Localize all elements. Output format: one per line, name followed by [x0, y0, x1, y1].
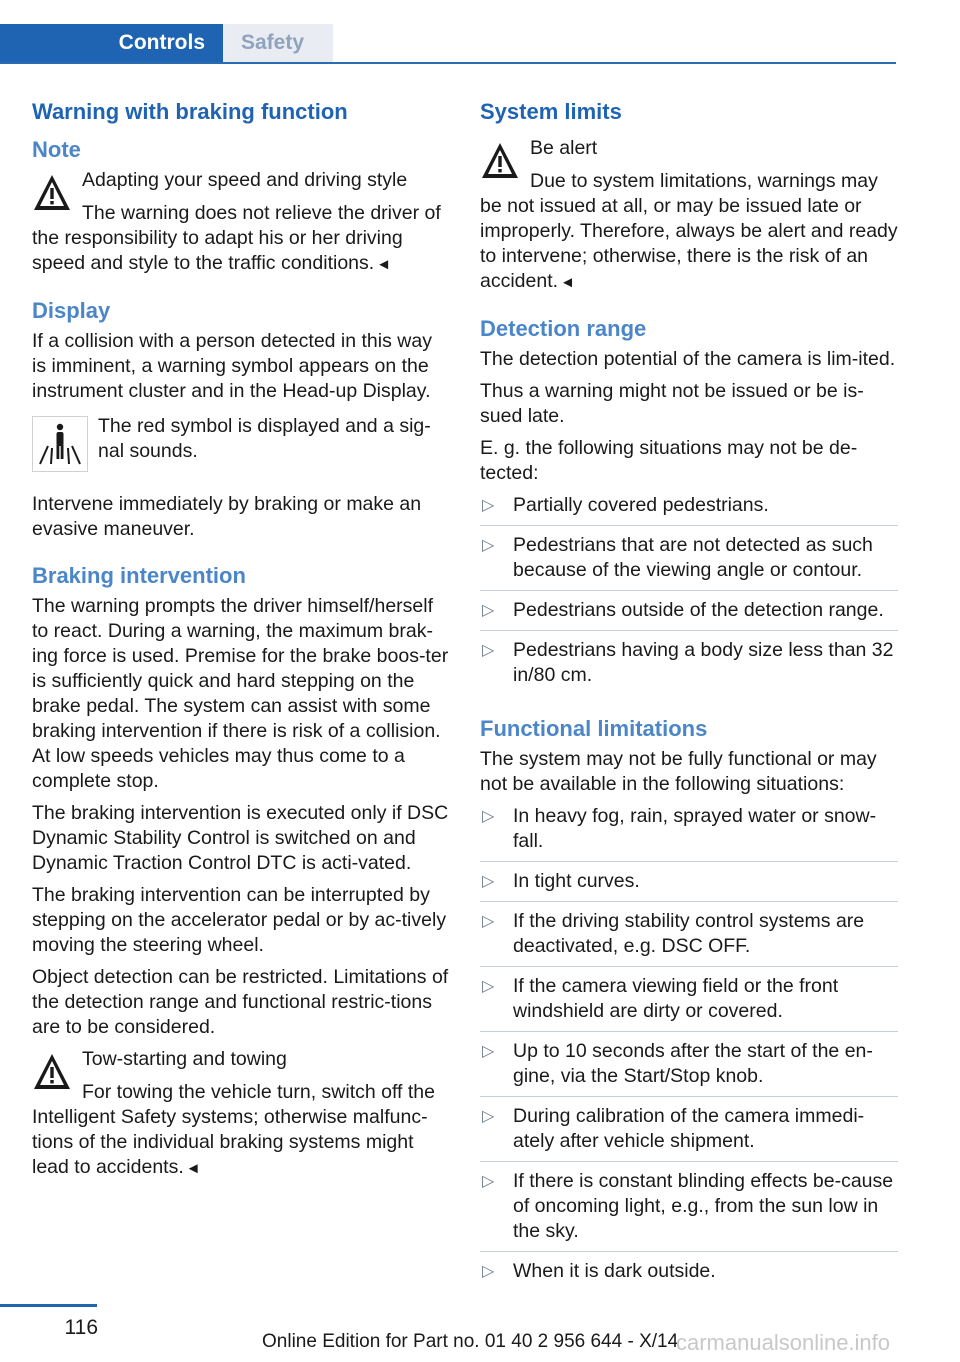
- detection-paragraph-2: Thus a warning might not be issued or be is-sued late.: [480, 380, 864, 427]
- detection-paragraph-3: E. g. the following situations may not be de-tected:: [480, 437, 858, 484]
- triangle-bullet-icon: ▷: [482, 1043, 495, 1060]
- functional-paragraph-1: The system may not be fully functional or may not be available in the following situations:: [480, 748, 877, 795]
- list-item: ▷ If the driving stability control systems are deactivated, e.g. DSC OFF.: [480, 909, 898, 967]
- edition-text: Online Edition for Part no. 01 40 2 956 644 - X/14: [262, 1331, 679, 1352]
- braking-paragraph-2: The braking intervention is executed only if DSC Dynamic Stability Control is switched on and Dynamic Traction Control DTC is acti-vated.: [32, 802, 449, 874]
- tow-warning-text: For towing the vehicle turn, switch off the Intelligent Safety systems; otherwise malfunc-tions of the individual braking systems might lead to accidents.: [32, 1081, 435, 1178]
- tow-warning-block: [32, 1047, 450, 1181]
- list-item: ▷ In tight curves.: [480, 869, 898, 902]
- triangle-bullet-icon: ▷: [482, 602, 495, 619]
- list-item: ▷ During calibration of the camera immedi-ately after vehicle shipment.: [480, 1104, 898, 1162]
- list-item: ▷ If there is constant blinding effects be-cause of oncoming light, e.g., from the sun low in the sky.: [480, 1169, 898, 1252]
- functional-list: [480, 804, 898, 1291]
- note-warning-text: The warning does not relieve the driver of the responsibility to adapt his or her driving speed and style to the traffic conditions.: [32, 202, 441, 274]
- alert-warning-block: [480, 136, 898, 295]
- section-title-system-limits: System limits: [480, 99, 622, 124]
- list-item: ▷ Up to 10 seconds after the start of the en-gine, via the Start/Stop knob.: [480, 1039, 898, 1097]
- end-mark-icon: ◄: [185, 1160, 201, 1177]
- warning-triangle-icon: [480, 140, 520, 182]
- braking-paragraph-3: The braking intervention can be interrupted by stepping on the accelerator pedal or by ac-tively moving the steering wheel.: [32, 884, 447, 956]
- detection-paragraph-1: The detection potential of the camera is lim-ited.: [480, 348, 896, 370]
- triangle-bullet-icon: ▷: [482, 537, 495, 554]
- braking-paragraph-4: Object detection can be restricted. Limitations of the detection range and functional restric-tions are to be considered.: [32, 966, 449, 1038]
- list-item: ▷ In heavy fog, rain, sprayed water or snow-fall.: [480, 804, 898, 862]
- tab-safety[interactable]: Safety: [223, 24, 333, 62]
- right-column: [480, 98, 898, 1298]
- triangle-bullet-icon: ▷: [482, 808, 495, 825]
- note-warning-title: Adapting your speed and driving style: [82, 169, 408, 191]
- triangle-bullet-icon: ▷: [482, 1173, 495, 1190]
- list-item: ▷ Pedestrians having a body size less than 32 in/80 cm.: [482, 639, 894, 686]
- triangle-bullet-icon: ▷: [482, 1263, 495, 1280]
- braking-paragraph-1: The warning prompts the driver himself/herself to react. During a warning, the maximum brak-ing force is used. Premise for the brake boos-ter is sufficiently quick and hard stepping on the brake pedal. The system can assist with some braking intervention if there is risk of a collision. At low speeds vehicles may thus come to a complete stop.: [32, 595, 449, 792]
- list-item: ▷ Partially covered pedestrians.: [480, 493, 898, 526]
- symbol-block: [32, 414, 450, 478]
- page-number: 116: [64, 1316, 98, 1339]
- left-column: [32, 98, 450, 1187]
- end-mark-icon: ◄: [560, 274, 575, 291]
- warning-triangle-icon: [32, 172, 72, 214]
- footer-accent-line: [0, 1304, 97, 1307]
- tow-warning-title: Tow-starting and towing: [82, 1048, 287, 1070]
- tab-controls[interactable]: Controls: [0, 24, 223, 62]
- triangle-bullet-icon: ▷: [482, 1108, 495, 1125]
- heading-display: Display: [32, 298, 111, 323]
- triangle-bullet-icon: ▷: [482, 978, 495, 995]
- heading-note: Note: [32, 137, 81, 162]
- watermark: carmanualsonline.info: [676, 1330, 891, 1355]
- heading-braking-intervention: Braking intervention: [32, 563, 246, 588]
- list-item: ▷ Pedestrians outside of the detection range.: [480, 598, 898, 631]
- display-text: If a collision with a person detected in this way is imminent, a warning symbol appears on the instrument cluster and in the Head-up Display.: [32, 330, 432, 402]
- alert-warning-title: Be alert: [530, 137, 598, 159]
- detection-list: [480, 493, 898, 695]
- heading-detection-range: Detection range: [480, 316, 647, 341]
- section-title-warning-braking: Warning with braking function: [32, 99, 348, 124]
- end-mark-icon: ◄: [376, 256, 392, 273]
- chapter-tab-bar: [0, 24, 896, 64]
- pedestrian-warning-icon: [32, 416, 88, 472]
- intervene-text: Intervene immediately by braking or make an evasive maneuver.: [32, 493, 422, 540]
- note-warning-block: [32, 168, 450, 277]
- symbol-text: The red symbol is displayed and a sig-nal sounds.: [98, 415, 431, 462]
- list-item: ▷ If the camera viewing field or the front windshield are dirty or covered.: [480, 974, 898, 1032]
- triangle-bullet-icon: ▷: [482, 913, 495, 930]
- triangle-bullet-icon: ▷: [482, 642, 495, 659]
- triangle-bullet-icon: ▷: [482, 497, 495, 514]
- triangle-bullet-icon: ▷: [482, 873, 495, 890]
- warning-triangle-icon: [32, 1051, 72, 1093]
- list-item: ▷ Pedestrians that are not detected as such because of the viewing angle or contour.: [480, 533, 898, 591]
- alert-warning-text: Due to system limitations, warnings may be not issued at all, or may be issued late or improperly. Therefore, always be alert and ready to intervene; otherwise, there is the risk of an accident.: [480, 170, 898, 292]
- list-item: ▷ When it is dark outside.: [482, 1260, 716, 1282]
- heading-functional-limitations: Functional limitations: [480, 716, 708, 741]
